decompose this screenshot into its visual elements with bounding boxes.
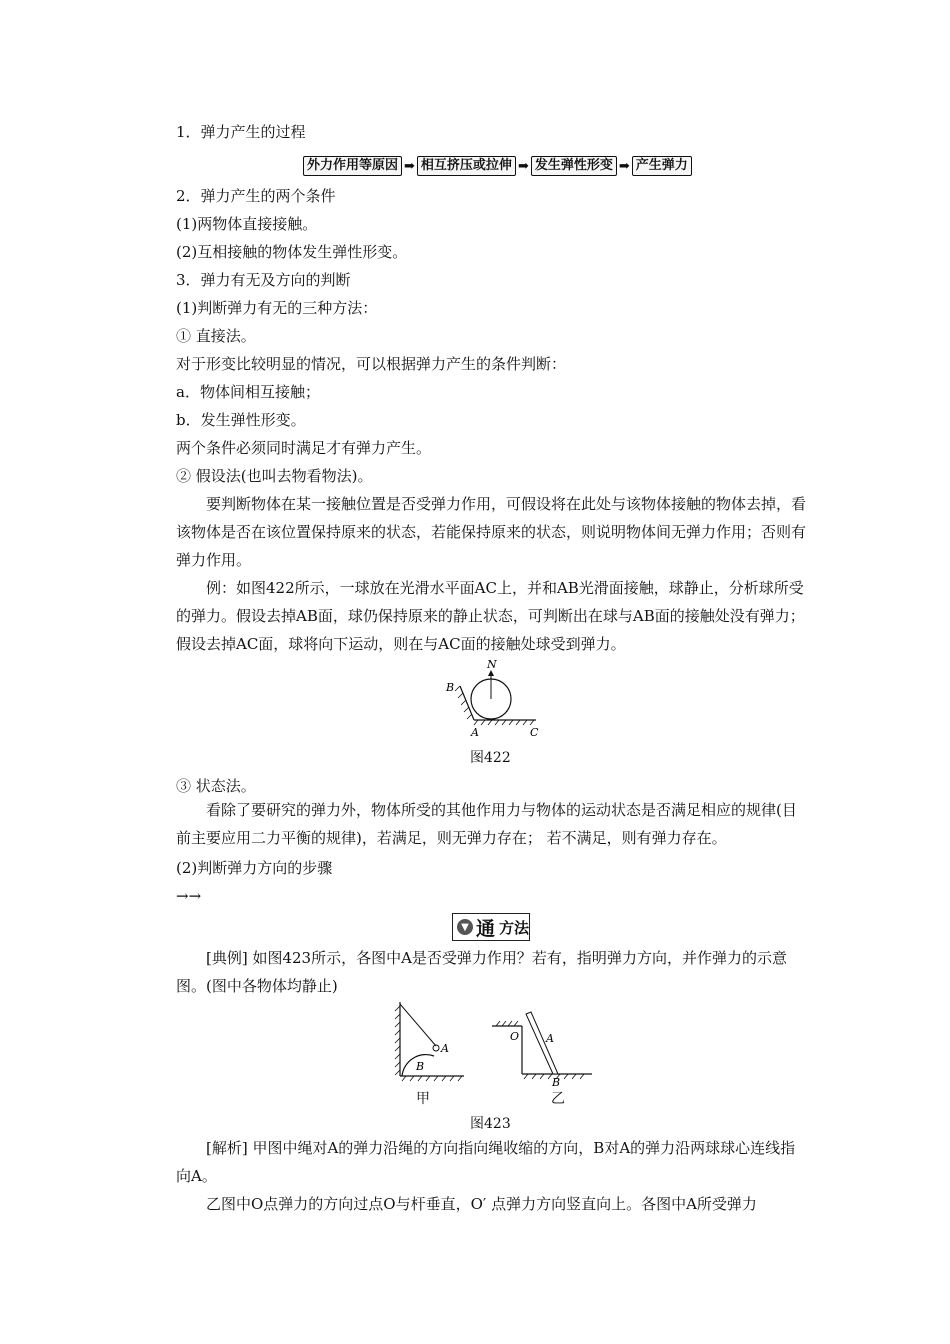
flow-step-1: 外力作用等原因 bbox=[303, 156, 402, 176]
label-a: A bbox=[471, 726, 479, 739]
figure-422-caption: 图422 bbox=[470, 750, 511, 766]
method-1-desc: 对于形变比较明显的情况，可以根据弹力产生的条件判断： bbox=[176, 355, 567, 373]
example-question: [典例] 如图423所示，各图中A是否受弹力作用？若有，指明弹力方向，并作弹力的示意图。(图中各物体均静止) bbox=[176, 949, 787, 995]
figure-423-a bbox=[390, 1000, 470, 1090]
method-2-title: ② 假设法(也叫去物看物法)。 bbox=[176, 467, 373, 485]
method-1-a: a．物体间相互接触； bbox=[176, 383, 320, 401]
condition-1: (1)两物体直接接触。 bbox=[176, 215, 318, 233]
section-2-title: 2．弹力产生的两个条件 bbox=[176, 187, 336, 205]
flow-step-4: 产生弹力 bbox=[632, 156, 692, 176]
flow-step-2: 相互挤压或拉伸 bbox=[417, 156, 516, 176]
method-2-example: 例：如图422所示，一球放在光滑水平面AC上，并和AB光滑面接触，球静止，分析球所受的弹力。假设去掉AB面，球仍保持原来的静止状态，可判断出在球与AB面的接触处没有弹力；假设去掉AC面，球将向下运动，则在与AC面的接触处球受到弹力。 bbox=[176, 579, 805, 653]
flow-arrow-icon: ➡ bbox=[404, 158, 415, 174]
label-b: B bbox=[552, 1076, 561, 1089]
method-1-title: ① 直接法。 bbox=[176, 327, 256, 345]
badge-big-char: 通 bbox=[475, 917, 495, 940]
label-c: C bbox=[530, 726, 539, 739]
down-arrow-icon: ▼ bbox=[457, 919, 473, 935]
method-3-title: ③ 状态法。 bbox=[176, 777, 256, 795]
figure-423-caption: 图423 bbox=[470, 1116, 511, 1132]
flow-arrow-icon: ➡ bbox=[517, 158, 529, 174]
process-flow bbox=[303, 155, 692, 177]
label-b: B bbox=[416, 1060, 425, 1073]
label-a: A bbox=[546, 1032, 554, 1045]
label-n: N bbox=[487, 658, 497, 671]
flow-arrow-icon: ➡ bbox=[618, 158, 630, 174]
subsection-1: (1)判断弹力有无的三种方法： bbox=[176, 299, 378, 317]
label-b: B bbox=[446, 681, 455, 694]
section-1-title: 1．弹力产生的过程 bbox=[176, 123, 306, 141]
flow-step-3: 发生弹性形变 bbox=[531, 156, 617, 176]
analysis-1: [解析] 甲图中绳对A的弹力沿绳的方向指向绳收缩的方向，B对A的弹力沿两球球心连线指向A。 bbox=[176, 1139, 796, 1185]
subsection-2: (2)判断弹力方向的步骤 bbox=[176, 859, 333, 877]
step-arrows: →→ bbox=[176, 887, 202, 905]
method-2-desc: 要判断物体在某一接触位置是否受弹力作用，可假设将在此处与该物体接触的物体去掉，看该物体是否在该位置保持原来的状态，若能保持原来的状态，则说明物体间无弹力作用；否则有弹力作用。 bbox=[176, 495, 807, 569]
badge-text: 方法 bbox=[499, 918, 530, 937]
figure-423-a-label: 甲 bbox=[416, 1091, 430, 1107]
label-o: O bbox=[510, 1030, 520, 1043]
figure-422 bbox=[440, 658, 550, 740]
section-3-title: 3．弹力有无及方向的判断 bbox=[176, 271, 351, 289]
condition-2: (2)互相接触的物体发生弹性形变。 bbox=[176, 243, 408, 261]
figure-423-b bbox=[488, 1010, 598, 1090]
method-badge bbox=[452, 913, 530, 941]
method-1-note: 两个条件必须同时满足才有弹力产生。 bbox=[176, 439, 432, 457]
analysis-2: 乙图中O点弹力的方向过点O与杆垂直，O′ 点弹力方向竖直向上。各图中A所受弹力 bbox=[206, 1195, 757, 1213]
label-a: A bbox=[441, 1042, 449, 1055]
method-3-desc: 看除了要研究的弹力外，物体所受的其他作用力与物体的运动状态是否满足相应的规律(目前主要应用二力平衡的规律)，若满足，则无弹力存在； 若不满足，则有弹力存在。 bbox=[176, 801, 797, 847]
method-1-b: b．发生弹性形变。 bbox=[176, 411, 306, 429]
figure-423-b-label: 乙 bbox=[551, 1091, 565, 1107]
